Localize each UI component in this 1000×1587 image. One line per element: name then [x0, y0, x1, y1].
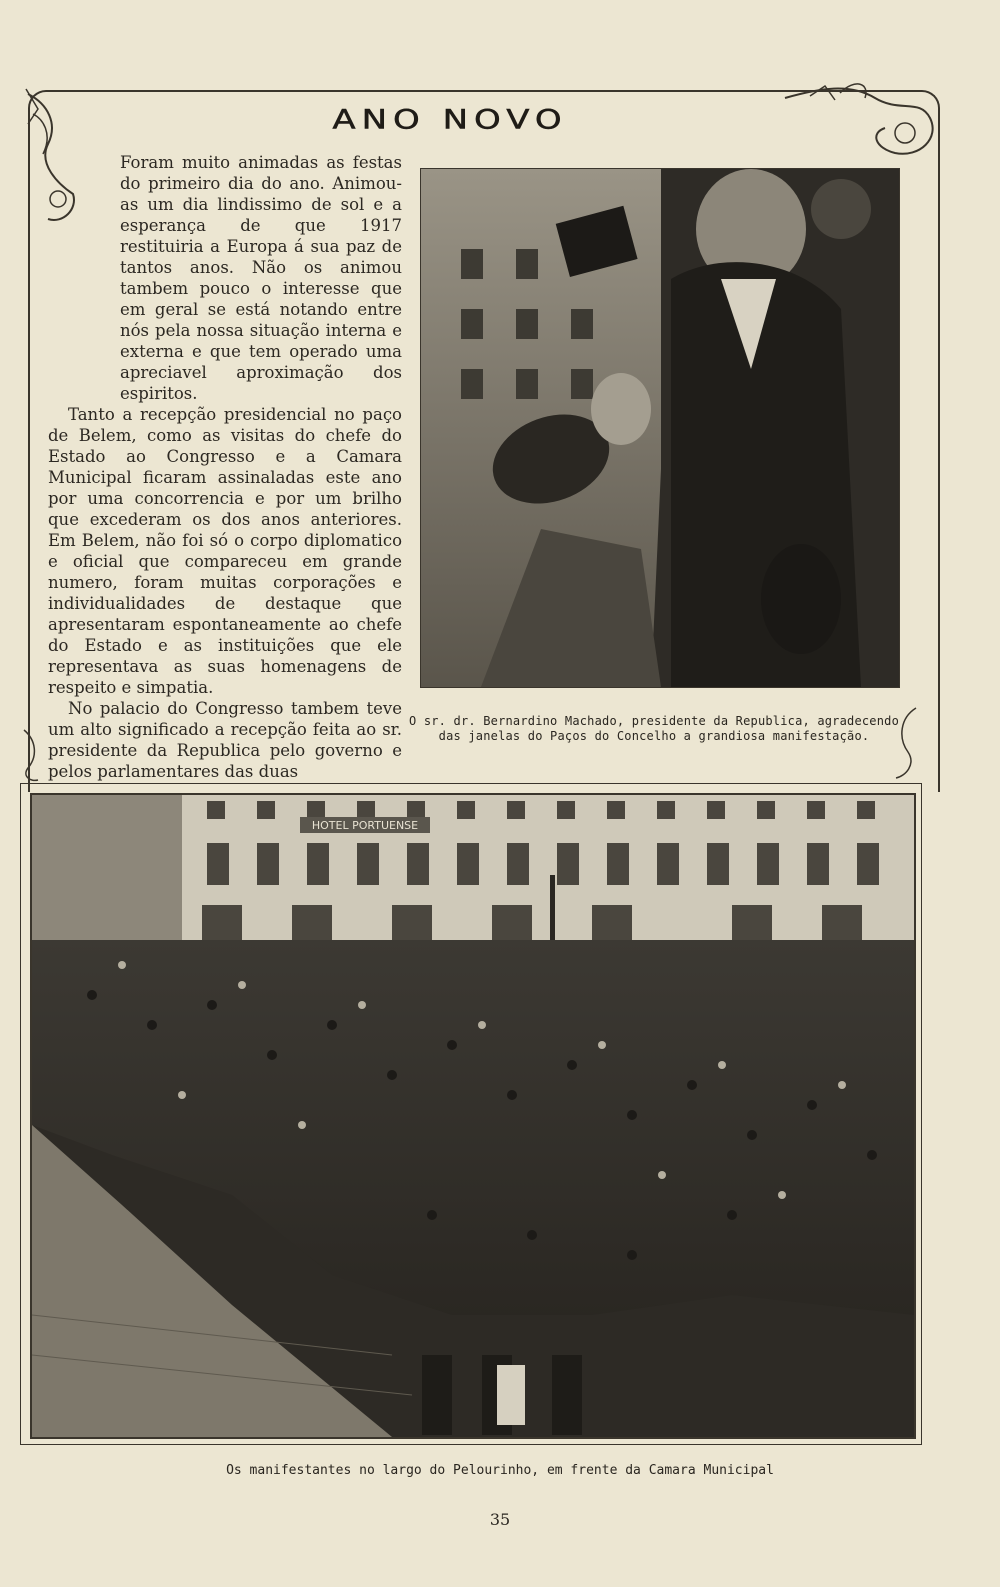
photo2-caption: Os manifestantes no largo do Pelourinho, em frente da Camara Municipal: [226, 1463, 774, 1478]
article-paragraph: Foram muito animadas as festas do primeiro dia do ano. Animou-as um dia lindissimo de sol e a esperança de que 1917 restituiria a Europa á sua paz de tantos anos. Não os animou tambem pouco o interesse que em geral se está notando entre nós pela nossa situação interna e externa e que tem operado uma apreciavel aproximação dos espiritos.: [120, 153, 402, 403]
crowd-photo-image: [32, 795, 914, 1437]
article-body: [48, 152, 402, 782]
page-title: ANO NOVO: [332, 104, 568, 136]
article-paragraph: Tanto a recepção presidencial no paço de Belem, como as visitas do chefe do Estado ao Congresso e a Camara Municipal ficaram assinaladas este ano por uma concorrencia e por um brilho que excederam os dos anos anteriores. Em Belem, não foi só o corpo diplomatico e oficial que compareceu em grande numero, foram muitas corporações e individualidades de destaque que apresentaram espontaneamente ao chefe do Estado e as instituições que ele representava as suas homenagens de respeito e simpatia.: [48, 405, 402, 697]
article-paragraph: No palacio do Congresso tambem teve um alto significado a recepção feita ao sr. presidente da Republica pelo governo e pelos parlamentares das duas: [48, 699, 402, 781]
right-floral-ornament-icon: [780, 78, 945, 173]
page-number: 35: [489, 1510, 511, 1529]
bottom-left-ornament-icon: [16, 728, 46, 784]
crowd-photo: [30, 793, 916, 1439]
photo1-caption: O sr. dr. Bernardino Machado, presidente da Republica, agradecendo das janelas do Paços do Concelho a grandiosa manifestação.: [408, 714, 900, 743]
president-window-photo: [420, 168, 900, 688]
president-window-photo-image: [421, 169, 899, 687]
hotel-sign: HOTEL PORTUENSE: [311, 819, 419, 832]
